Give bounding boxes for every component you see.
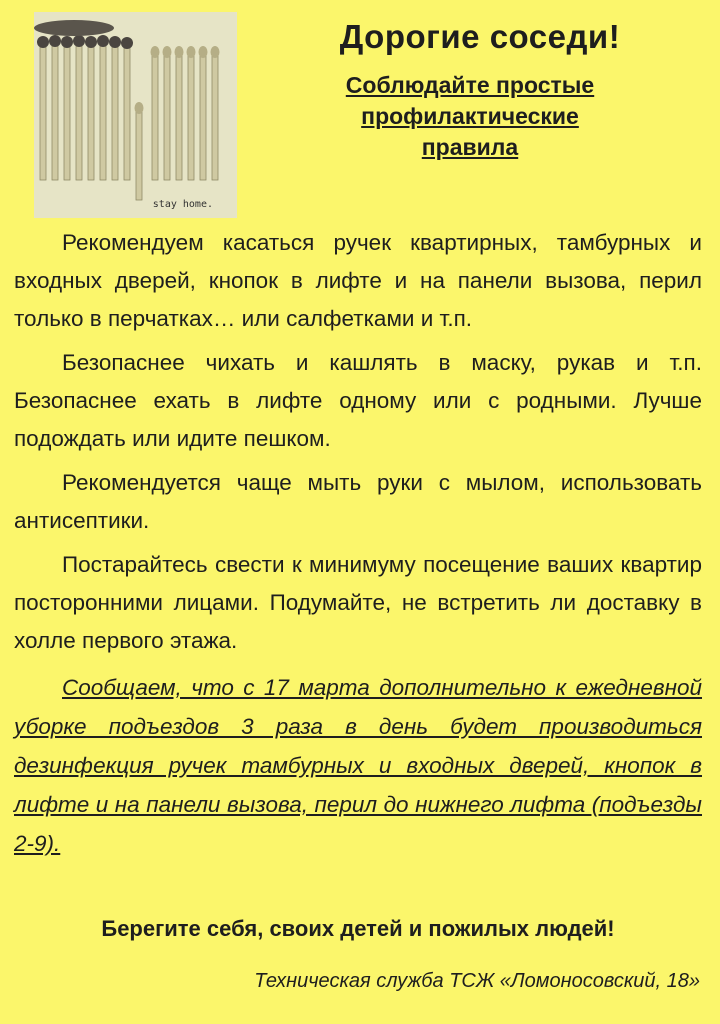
paragraph-limit-visitors: Постарайтесь свести к минимуму посещение ваших квартир посторонними лицами. Подумайте, не встретить ли доставку в холле первого этажа. bbox=[14, 552, 702, 653]
matches-illustration bbox=[34, 12, 237, 218]
paragraph-wash-hands: Рекомендуется чаще мыть руки с мылом, использовать антисептики. bbox=[14, 470, 702, 533]
paragraph-sneeze-elevator: Безопаснее чихать и кашлять в маску, рукав и т.п. Безопаснее ехать в лифте одному или с родными. Лучше подождать или идите пешком. bbox=[14, 350, 702, 451]
subtitle-line: Соблюдайте простые bbox=[345, 72, 595, 98]
stay-home-matches-photo bbox=[34, 12, 237, 218]
signature: Техническая служба ТСЖ «Ломоносовский, 18» bbox=[254, 970, 700, 992]
notice-body bbox=[14, 224, 702, 863]
closing-line: Берегите себя, своих детей и пожилых людей! bbox=[101, 916, 615, 941]
subtitle-line: профилактические bbox=[361, 103, 579, 129]
photo-caption: stay home. bbox=[152, 199, 213, 210]
disinfection-notice: Сообщаем, что с 17 марта дополнительно к ежедневной уборке подъездов 3 раза в день будет производиться дезинфекция ручек тамбурных и входных дверей, кнопок в лифте и на панели вызова, перил до нижнего лифта (подъезды 2-9). bbox=[14, 675, 702, 856]
page-title: Дорогие соседи! bbox=[339, 18, 621, 55]
page-subtitle bbox=[290, 70, 650, 163]
paragraph-touch-surfaces: Рекомендуем касаться ручек квартирных, тамбурных и входных дверей, кнопок в лифте и на панели вызова, перил только в перчатках… или салфетками и т.п. bbox=[14, 230, 702, 331]
subtitle-line: правила bbox=[421, 134, 519, 160]
